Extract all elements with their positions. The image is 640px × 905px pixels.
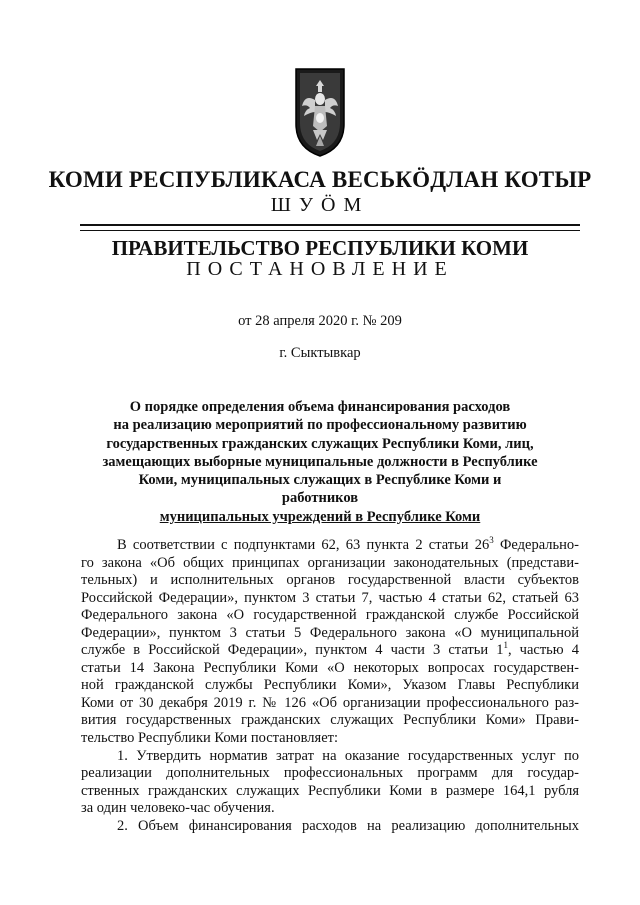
russian-document-type: ПОСТАНОВЛЕНИЕ [186, 258, 454, 280]
body-line [81, 642, 579, 660]
body-line: за один человеко-час обучения. [81, 800, 275, 817]
header-divider-thick [80, 224, 580, 226]
body-line: Коми от 30 декабря 2019 г. № 126 «Об организации профессионального раз- [81, 694, 579, 711]
document-title [100, 398, 540, 526]
russian-government-name: ПРАВИТЕЛЬСТВО РЕСПУБЛИКИ КОМИ [111, 236, 529, 260]
title-line: замещающих выборные муниципальные должности в Республике [102, 453, 538, 470]
body-line: тельство Республики Коми постановляет: [81, 730, 338, 747]
body-line: го закона «Об общих принципах организации законодательных (представи- [81, 554, 579, 571]
title-line: О порядке определения объема финансирования расходов [129, 399, 511, 415]
superscript: 1 [503, 640, 508, 651]
document-date-number: от 28 апреля 2020 г. № 209 [238, 313, 402, 329]
title-line: Коми, муниципальных служащих в Республике Коми и работников [138, 472, 502, 507]
body-text-segment: службе в Российской Федерации», пунктом 4 части 3 статьи 1 [81, 642, 504, 659]
body-line: ной гражданской службы Республики Коми», Указом Главы Республики [81, 677, 579, 694]
body-line: статьи 14 Закона Республики Коми «О некоторых вопросах государствен- [81, 659, 579, 676]
superscript: 3 [489, 535, 494, 546]
komi-document-type: ШУÖМ [270, 194, 370, 216]
body-text-segment: В соответствии с подпунктами 62, 63 пункта 2 статьи 26 [117, 537, 490, 553]
komi-coat-of-arms-emblem [293, 66, 347, 158]
komi-government-name: КОМИ РЕСПУБЛИКАСА ВЕСЬКÖДЛАН КОТЫР [48, 167, 592, 192]
body-line: вития государственных гражданских служащих Республики Коми» Прави- [81, 712, 579, 729]
body-line: ственных гражданских служащих Республики Коми в размере 164,1 рубля [81, 782, 579, 799]
body-line: Российской Федерации», пунктом 3 статьи 7, частью 4 статьи 62, статьей 63 [81, 589, 579, 606]
body-line: реализации дополнительных профессиональных программ для государ- [81, 765, 579, 782]
body-line: Федерального закона «О государственной гражданской службе Российской [81, 607, 579, 624]
body-line: Федерации», пунктом 3 статьи 5 Федерального закона «О муниципальной [81, 624, 579, 641]
document-city: г. Сыктывкар [279, 345, 361, 361]
title-line: государственных гражданских служащих Республики Коми, лиц, [106, 435, 534, 452]
document-body [81, 537, 579, 835]
header-divider-thin [80, 230, 580, 231]
body-line [81, 537, 579, 555]
body-line: тельных) и исполнительных органов государственной власти субъектов [81, 572, 579, 589]
body-line: 2. Объем финансирования расходов на реализацию дополнительных [117, 817, 579, 834]
body-text-segment: Федерально- [493, 537, 579, 553]
title-line: муниципальных учреждений в Республике Коми [159, 508, 481, 525]
title-line: на реализацию мероприятий по профессиональному развитию [113, 417, 527, 434]
body-text-segment: , частью 4 [507, 642, 579, 659]
body-line: 1. Утвердить норматив затрат на оказание государственных услуг по [117, 747, 579, 764]
